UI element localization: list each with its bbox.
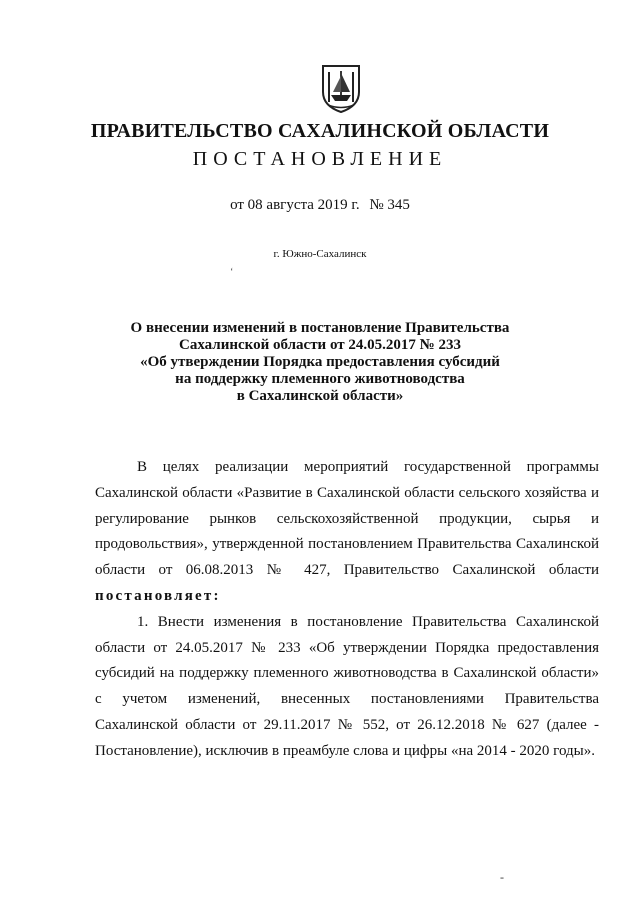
- coat-of-arms-icon: [320, 62, 362, 114]
- document-date: от 08 августа 2019 г.: [230, 197, 360, 213]
- resolves-keyword: постановляет:: [95, 587, 221, 604]
- subject-line: Сахалинской области от 24.05.2017 № 233: [179, 337, 461, 353]
- document-subject: [100, 320, 540, 405]
- document-type: ПОСТАНОВЛЕНИЕ: [192, 148, 448, 170]
- stray-mark: ‘: [230, 267, 234, 278]
- body-paragraph: [95, 455, 599, 610]
- subject-line: «Об утверждении Порядка предоставления субсидий: [140, 354, 500, 370]
- subject-line: на поддержку племенного животноводства: [175, 371, 465, 387]
- organization-title: ПРАВИТЕЛЬСТВО САХАЛИНСКОЙ ОБЛАСТИ: [90, 120, 550, 142]
- document-city: г. Южно-Сахалинск: [273, 248, 367, 260]
- clause-text: 1. Внести изменения в постановление Правительства Сахалинской области от 24.05.2017 № 233 «Об утверждении Порядка предоставления субсидий на поддержку племенного животноводства в Сахалинской области» с учетом изменений, внесенных постановлениями Правительства Сахалинской области от 29.11.2017 № 552, от 26.12.2018 № 627 (далее - Постановление), исключив в преамбуле слова и цифры «на 2014 - 2020 годы».: [95, 613, 599, 759]
- page-mark: -: [500, 870, 504, 884]
- subject-line: в Сахалинской области»: [236, 388, 404, 404]
- preamble-text: В целях реализации мероприятий государственной программы Сахалинской области «Развитие в Сахалинской области сельского хозяйства и регулирование рынков сельскохозяйственной продукции, сырья и продовольствия», утвержденной постановлением Правительства Сахалинской области от 06.08.2013 № 427, Правительство Сахалинской области: [95, 459, 599, 579]
- subject-line: О внесении изменений в постановление Правительства: [130, 320, 510, 336]
- document-date-line: [0, 197, 640, 214]
- document-number: № 345: [369, 197, 410, 213]
- document-body: [95, 455, 599, 765]
- body-paragraph: [95, 610, 599, 765]
